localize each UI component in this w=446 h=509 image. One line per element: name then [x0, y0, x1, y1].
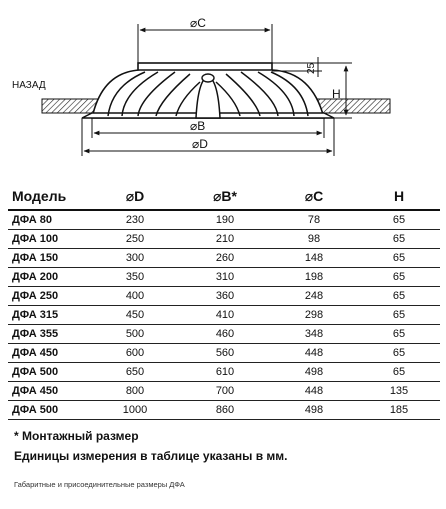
cell-c: 498	[270, 363, 358, 382]
table-row	[8, 401, 440, 420]
cell-d: 350	[90, 268, 180, 287]
diffuser-drawing	[0, 0, 446, 170]
cell-h: 65	[358, 230, 440, 249]
units-note: Единицы измерения в таблице указаны в мм.	[14, 449, 288, 463]
cell-c: 248	[270, 287, 358, 306]
table-row	[8, 382, 440, 401]
cell-h: 65	[358, 249, 440, 268]
central-cap	[202, 74, 214, 82]
cell-h: 65	[358, 306, 440, 325]
cell-c: 78	[270, 210, 358, 230]
dim-h-label: H	[332, 87, 341, 101]
side-label: НАЗАД	[12, 80, 46, 91]
dim-c-label: ⌀C	[190, 16, 206, 30]
cell-model: ДФА 450	[8, 344, 90, 363]
cell-b: 700	[180, 382, 270, 401]
cell-h: 65	[358, 344, 440, 363]
table-row	[8, 306, 440, 325]
cell-b: 610	[180, 363, 270, 382]
cell-model: ДФА 150	[8, 249, 90, 268]
dimension-b	[92, 118, 324, 138]
mount-size-note: * Монтажный размер	[14, 429, 139, 443]
cell-b: 410	[180, 306, 270, 325]
cell-b: 210	[180, 230, 270, 249]
cell-b: 460	[180, 325, 270, 344]
cell-d: 600	[90, 344, 180, 363]
dim-25-label: 25	[306, 62, 317, 74]
cell-h: 65	[358, 363, 440, 382]
cell-b: 190	[180, 210, 270, 230]
cell-h: 65	[358, 325, 440, 344]
table-row	[8, 210, 440, 230]
header-d: ⌀D	[90, 183, 180, 210]
header-h: H	[358, 183, 440, 210]
table-row	[8, 268, 440, 287]
cell-h: 65	[358, 268, 440, 287]
cell-h: 65	[358, 287, 440, 306]
cell-b: 860	[180, 401, 270, 420]
cell-h: 185	[358, 401, 440, 420]
table-row	[8, 249, 440, 268]
cell-c: 448	[270, 344, 358, 363]
cell-c: 148	[270, 249, 358, 268]
cell-d: 300	[90, 249, 180, 268]
table-row	[8, 363, 440, 382]
cell-c: 348	[270, 325, 358, 344]
cell-model: ДФА 80	[8, 210, 90, 230]
cell-d: 1000	[90, 401, 180, 420]
cell-h: 135	[358, 382, 440, 401]
cell-model: ДФА 100	[8, 230, 90, 249]
header-model: Модель	[8, 183, 90, 210]
cell-c: 98	[270, 230, 358, 249]
cell-model: ДФА 315	[8, 306, 90, 325]
spec-table	[8, 183, 440, 420]
cell-d: 800	[90, 382, 180, 401]
cell-b: 260	[180, 249, 270, 268]
cell-h: 65	[358, 210, 440, 230]
cell-model: ДФА 250	[8, 287, 90, 306]
cell-d: 400	[90, 287, 180, 306]
cell-c: 298	[270, 306, 358, 325]
cell-d: 650	[90, 363, 180, 382]
dimension-d	[82, 118, 334, 156]
dim-b-label: ⌀B	[190, 119, 206, 133]
header-b: ⌀B*	[180, 183, 270, 210]
cell-d: 450	[90, 306, 180, 325]
cell-b: 310	[180, 268, 270, 287]
cell-c: 198	[270, 268, 358, 287]
cell-d: 500	[90, 325, 180, 344]
cell-d: 230	[90, 210, 180, 230]
cell-c: 498	[270, 401, 358, 420]
cell-model: ДФА 200	[8, 268, 90, 287]
cell-b: 360	[180, 287, 270, 306]
header-c: ⌀C	[270, 183, 358, 210]
table-row	[8, 344, 440, 363]
cell-c: 448	[270, 382, 358, 401]
table-row	[8, 287, 440, 306]
cell-model: ДФА 450	[8, 382, 90, 401]
figure-caption: Габаритные и присоединительные размеры ДФА	[14, 480, 185, 489]
cell-model: ДФА 500	[8, 363, 90, 382]
table-header-row	[8, 183, 440, 210]
cell-model: ДФА 355	[8, 325, 90, 344]
dim-d-label: ⌀D	[192, 137, 208, 151]
cell-b: 560	[180, 344, 270, 363]
cell-d: 250	[90, 230, 180, 249]
table-row	[8, 325, 440, 344]
table-row	[8, 230, 440, 249]
cell-model: ДФА 500	[8, 401, 90, 420]
